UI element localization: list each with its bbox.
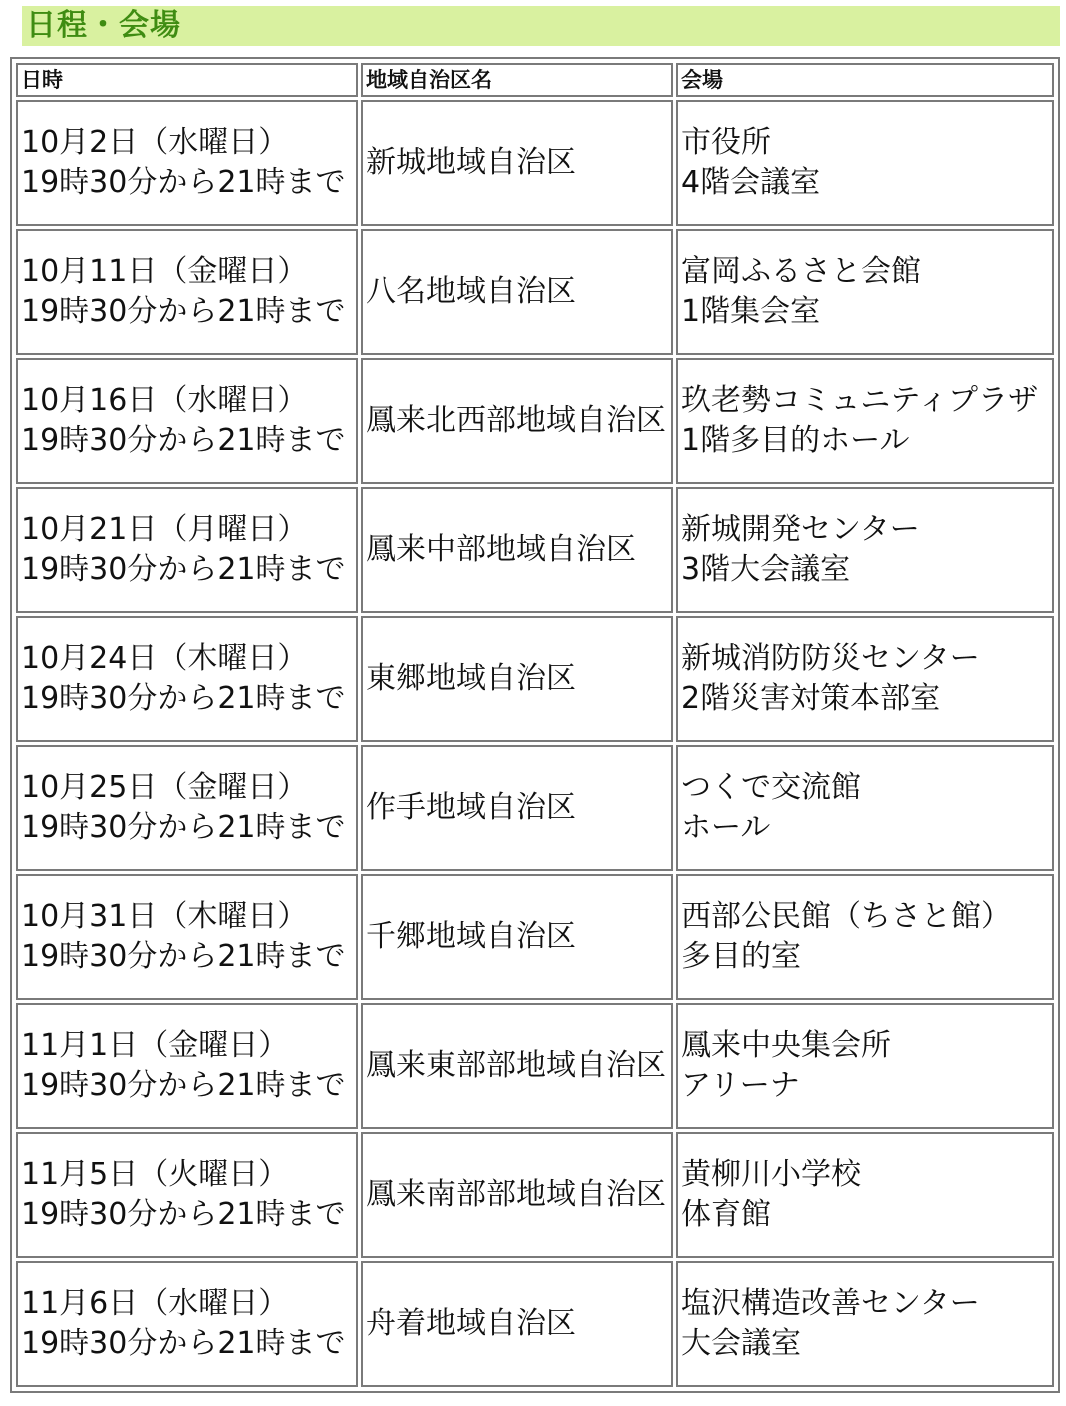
venue-name-text: 塩沢構造改善センター bbox=[681, 1286, 980, 1321]
venue-room-text: アリーナ bbox=[681, 1068, 800, 1103]
district-cell bbox=[361, 1003, 673, 1129]
district-cell bbox=[361, 1261, 673, 1387]
district-text: 舟着地域自治区 bbox=[366, 1306, 576, 1341]
district-text: 鳳来東部部地域自治区 bbox=[366, 1048, 666, 1083]
schedule-table-frame bbox=[10, 57, 1060, 1393]
table-row bbox=[16, 874, 1054, 1000]
datetime-cell bbox=[16, 1132, 358, 1258]
venue-name-text: 富岡ふるさと会館 bbox=[681, 254, 921, 289]
date-text: 11月5日（火曜日） bbox=[21, 1157, 289, 1192]
date-text: 10月11日（金曜日） bbox=[21, 254, 308, 289]
section-heading-bar bbox=[22, 6, 1060, 46]
datetime-cell bbox=[16, 100, 358, 226]
time-text: 19時30分から21時まで bbox=[21, 423, 346, 458]
datetime-cell bbox=[16, 229, 358, 355]
time-text: 19時30分から21時まで bbox=[21, 294, 346, 329]
district-cell bbox=[361, 229, 673, 355]
table-row bbox=[16, 229, 1054, 355]
district-cell bbox=[361, 100, 673, 226]
column-header-datetime: 日時 bbox=[16, 63, 358, 97]
time-text: 19時30分から21時まで bbox=[21, 552, 346, 587]
datetime-cell bbox=[16, 745, 358, 871]
date-text: 10月31日（木曜日） bbox=[21, 899, 308, 934]
date-text: 11月6日（水曜日） bbox=[21, 1286, 289, 1321]
table-row bbox=[16, 1003, 1054, 1129]
column-header-district: 地域自治区名 bbox=[361, 63, 673, 97]
datetime-cell bbox=[16, 1261, 358, 1387]
time-text: 19時30分から21時まで bbox=[21, 1197, 346, 1232]
time-text: 19時30分から21時まで bbox=[21, 939, 346, 974]
datetime-cell bbox=[16, 358, 358, 484]
datetime-cell bbox=[16, 874, 358, 1000]
venue-room-text: 多目的室 bbox=[681, 939, 801, 974]
table-row bbox=[16, 1261, 1054, 1387]
district-text: 千郷地域自治区 bbox=[366, 919, 576, 954]
venue-name-text: 玖老勢コミュニティプラザ bbox=[681, 383, 1038, 418]
district-cell bbox=[361, 487, 673, 613]
table-row bbox=[16, 487, 1054, 613]
venue-room-text: 1階集会室 bbox=[681, 294, 821, 329]
table-row bbox=[16, 616, 1054, 742]
district-cell bbox=[361, 1132, 673, 1258]
venue-room-text: 3階大会議室 bbox=[681, 552, 851, 587]
venue-cell bbox=[676, 874, 1054, 1000]
district-text: 鳳来北西部地域自治区 bbox=[366, 403, 666, 438]
venue-cell bbox=[676, 100, 1054, 226]
venue-name-text: 黄柳川小学校 bbox=[681, 1157, 861, 1192]
district-cell bbox=[361, 874, 673, 1000]
section-heading: 日程・会場 bbox=[26, 8, 181, 43]
schedule-table bbox=[13, 60, 1057, 1390]
date-text: 10月25日（金曜日） bbox=[21, 770, 308, 805]
venue-cell bbox=[676, 1132, 1054, 1258]
table-row bbox=[16, 1132, 1054, 1258]
district-text: 作手地域自治区 bbox=[366, 790, 576, 825]
time-text: 19時30分から21時まで bbox=[21, 810, 346, 845]
column-header-venue: 会場 bbox=[676, 63, 1054, 97]
venue-cell bbox=[676, 487, 1054, 613]
venue-name-text: つくで交流館 bbox=[681, 770, 861, 805]
venue-room-text: 2階災害対策本部室 bbox=[681, 681, 941, 716]
venue-room-text: ホール bbox=[681, 810, 771, 845]
table-row bbox=[16, 358, 1054, 484]
datetime-cell bbox=[16, 1003, 358, 1129]
table-header-row bbox=[16, 63, 1054, 97]
district-cell bbox=[361, 616, 673, 742]
venue-name-text: 新城消防防災センター bbox=[681, 641, 980, 676]
venue-room-text: 大会議室 bbox=[681, 1326, 801, 1361]
venue-cell bbox=[676, 616, 1054, 742]
district-text: 鳳来中部地域自治区 bbox=[366, 532, 636, 567]
time-text: 19時30分から21時まで bbox=[21, 1326, 346, 1361]
district-text: 東郷地域自治区 bbox=[366, 661, 576, 696]
venue-room-text: 1階多目的ホール bbox=[681, 423, 910, 458]
time-text: 19時30分から21時まで bbox=[21, 681, 346, 716]
datetime-cell bbox=[16, 487, 358, 613]
venue-name-text: 市役所 bbox=[681, 125, 771, 160]
date-text: 11月1日（金曜日） bbox=[21, 1028, 289, 1063]
date-text: 10月24日（木曜日） bbox=[21, 641, 308, 676]
date-text: 10月21日（月曜日） bbox=[21, 512, 308, 547]
venue-name-text: 西部公民館（ちさと館） bbox=[681, 899, 1011, 934]
district-text: 鳳来南部部地域自治区 bbox=[366, 1177, 666, 1212]
district-cell bbox=[361, 358, 673, 484]
venue-cell bbox=[676, 1003, 1054, 1129]
district-cell bbox=[361, 745, 673, 871]
venue-cell bbox=[676, 1261, 1054, 1387]
table-row bbox=[16, 100, 1054, 226]
venue-cell bbox=[676, 358, 1054, 484]
venue-cell bbox=[676, 229, 1054, 355]
time-text: 19時30分から21時まで bbox=[21, 1068, 346, 1103]
venue-name-text: 新城開発センター bbox=[681, 512, 920, 547]
date-text: 10月16日（水曜日） bbox=[21, 383, 308, 418]
venue-name-text: 鳳来中央集会所 bbox=[681, 1028, 891, 1063]
district-text: 八名地域自治区 bbox=[366, 274, 576, 309]
venue-room-text: 4階会議室 bbox=[681, 165, 821, 200]
venue-room-text: 体育館 bbox=[681, 1197, 771, 1232]
venue-cell bbox=[676, 745, 1054, 871]
time-text: 19時30分から21時まで bbox=[21, 165, 346, 200]
district-text: 新城地域自治区 bbox=[366, 145, 576, 180]
table-row bbox=[16, 745, 1054, 871]
datetime-cell bbox=[16, 616, 358, 742]
date-text: 10月2日（水曜日） bbox=[21, 125, 289, 160]
